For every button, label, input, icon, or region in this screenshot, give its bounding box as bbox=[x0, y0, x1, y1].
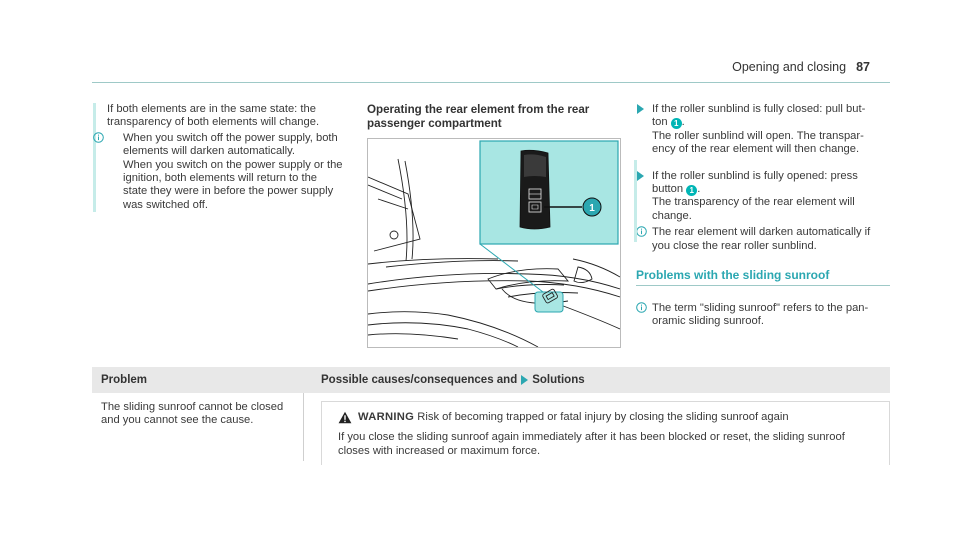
note-power-supply bbox=[93, 132, 348, 212]
table-header bbox=[92, 367, 890, 393]
step-line-callout: ton 1 . bbox=[652, 116, 685, 129]
solution-cell bbox=[304, 393, 890, 465]
step-line: The transparency of the rear element will bbox=[652, 196, 855, 209]
step-bar bbox=[634, 160, 637, 242]
section-title: Opening and closing bbox=[732, 60, 847, 74]
warning-box bbox=[321, 401, 890, 465]
right-column bbox=[636, 103, 896, 253]
page-header bbox=[732, 60, 870, 74]
note-line: When you switch on the power supply or the bbox=[123, 158, 343, 171]
warning-title: WARNING bbox=[358, 411, 415, 423]
step-line: The roller sunblind will open. The transpar- bbox=[652, 129, 864, 142]
page-number: 87 bbox=[856, 60, 870, 74]
step-arrow-icon bbox=[637, 104, 644, 114]
step-line: change. bbox=[652, 209, 692, 222]
door-line-drawing bbox=[368, 139, 620, 347]
problem-table bbox=[92, 367, 890, 465]
note-line: ignition, both elements will return to the bbox=[123, 172, 318, 185]
info-icon bbox=[93, 132, 104, 143]
info-icon bbox=[636, 226, 647, 237]
step-pull-button bbox=[636, 103, 896, 157]
door-illustration bbox=[367, 138, 621, 348]
callout-number-icon: 1 bbox=[671, 118, 682, 129]
subheading-line: passenger compartment bbox=[367, 116, 502, 130]
note-bar-block bbox=[93, 103, 348, 212]
subheading-line: Operating the rear element from the rear bbox=[367, 103, 590, 116]
note-line: When you switch off the power supply, both bbox=[123, 131, 338, 144]
warning-icon bbox=[338, 411, 352, 424]
step-line: If the roller sunblind is fully opened: press bbox=[652, 169, 858, 182]
step-line-callout: button 1 . bbox=[652, 183, 701, 196]
note-line: oramic sliding sunroof. bbox=[652, 315, 764, 328]
header-rule bbox=[92, 82, 890, 83]
step-line: ency of the rear element will then change. bbox=[652, 143, 860, 156]
info-icon bbox=[636, 302, 647, 313]
note-rear-darken bbox=[636, 226, 896, 253]
note-line: The term "sliding sunroof" refers to the pan- bbox=[652, 302, 869, 314]
figure-callout-number: 1 bbox=[589, 203, 595, 214]
warning-body: If you close the sliding sunroof again immediately after it has been blocked or reset, the sliding sunroof closes with increased or maximum force. bbox=[338, 431, 845, 457]
section-heading: Problems with the sliding sunroof bbox=[636, 268, 890, 286]
note-line: state they were in before the power supply bbox=[123, 185, 334, 198]
step-arrow-icon bbox=[521, 375, 528, 385]
column-header-problem: Problem bbox=[101, 374, 148, 386]
sunroof-note bbox=[636, 302, 896, 329]
note-line: The rear element will darken automatically if bbox=[652, 226, 871, 239]
problem-cell: The sliding sunroof cannot be closed and you cannot see the cause. bbox=[92, 393, 304, 461]
step-line: If the roller sunblind is fully closed: pull but- bbox=[652, 103, 866, 115]
warning-text: Risk of becoming trapped or fatal injury by closing the sliding sunroof again bbox=[417, 411, 789, 423]
middle-heading bbox=[367, 103, 622, 130]
note-line: you close the rear roller sunblind. bbox=[652, 239, 817, 252]
note-line: was switched off. bbox=[123, 198, 208, 211]
step-arrow-icon bbox=[637, 171, 644, 181]
note-term bbox=[636, 302, 896, 329]
column-header-solutions: Possible causes/consequences and Solutions bbox=[321, 374, 585, 386]
left-column bbox=[93, 103, 348, 212]
table-row bbox=[92, 393, 890, 465]
step-press-button bbox=[636, 170, 896, 224]
callout-number-icon: 1 bbox=[686, 185, 697, 196]
note-line: elements will darken automatically. bbox=[123, 145, 296, 158]
left-paragraph: If both elements are in the same state: the transparency of both elements will change. bbox=[107, 103, 320, 129]
